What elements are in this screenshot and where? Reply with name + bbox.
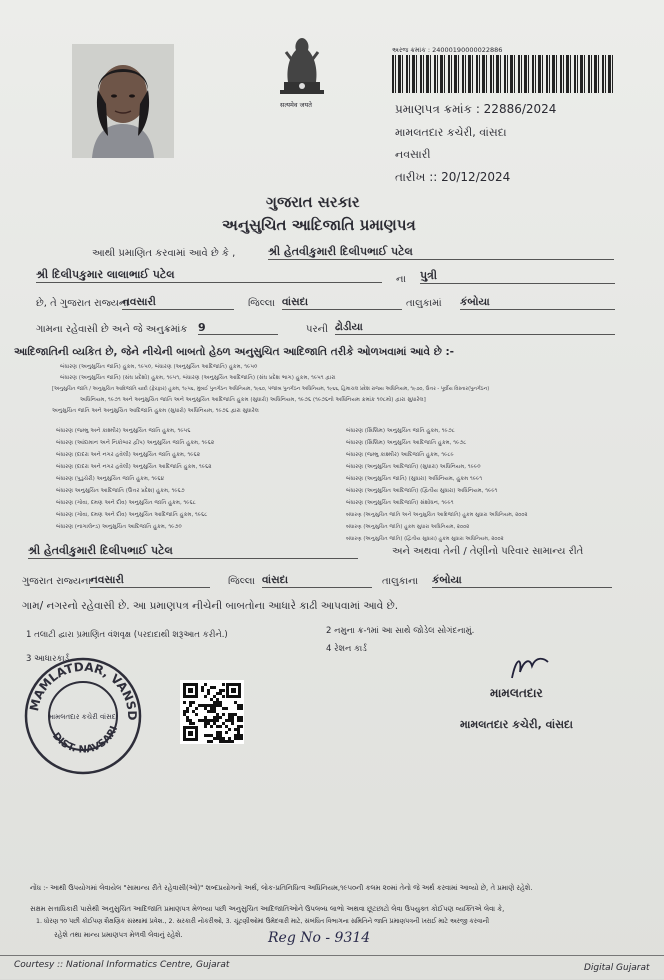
parani-label: પરની [306,324,328,335]
intro-text: આથી પ્રમાણિત કરવામાં આવે છે કે , [92,248,236,259]
supporting-document: 2 નમુના ક્ર-૧માં આ સાથે જોડેલ સોગંદનામું. [326,626,475,636]
order-line: બંધારણ (અનુસુચિત જાતિ) (સંઘ પ્રદેશો) હુકમ, ૧૯૫૧, બંધારણ (અનુસુચિત આદિજાતિ) (સંઘ પ્રદેશ ભાગ) હુકમ, ૧૯૫૧ દ્વારા [60,375,336,381]
usage-line: સક્ષમ સત્તાધિકારી પાસેથી અનુસુચિત આદિજાતિ પ્રમાણપત્ર મેળવ્યા પછી અનુસુચિત આદિજાતિઓને ઉપલબ્ધ લાભો અથવા છૂટછાટો લેવા ઉપયુક્ત કોઈપણ વ્યક્તિએ લેવા કે, [30,905,505,913]
issue-date: તારીખ :: 20/12/2024 [395,170,511,184]
relation: પુત્રી [420,269,615,284]
district-value-2: નવસારી [90,574,210,588]
certificate-title: અનુસુચિત આદિજાતિ પ્રમાણપત્ર [222,216,416,234]
order-line: અધિનિયમ, ૧૯૭૧ અને અનુસુચિત જાતિ અને અનુસુચિત આદિજાતિ હુકમ (સુધારો) અધિનિયમ, ૧૯૭૬ (૧૯૭૬નો અધિનિયમ ક્રમાંક ૧૦૮મો) દ્વારા સુધારેલ] [80,397,426,403]
order-left: બંધારણ (ગોવા, દમણ અને દીવ) અનુસુચિત આદિજાતિ હુકમ, ૧૯૬૮ [56,512,208,518]
seal-bottom: DIST. NAVSARI [49,724,121,756]
taluka-label-2: તાલુકાના [382,576,419,587]
order-right: બંધારણ (અનુસુચિત આદિજાતિ) (દ્વિતીય સુધારા) અધિનિયમ, ૧૯૯૧ [346,488,498,494]
usage-line: 1. ધોરણ ૧૦ પછી કોઈપણ શૈક્ષણિક સંસ્થામાં પ્રવેશ., 2. સરકારી નોકરીઓ, 3. ચૂંટણીઓમાં ઉમેદવારી માટે, સંબંધિત વિભાગના સમિતિને જાતિ પ્રમાણપત્રની ખરાઈ માટે અરજી કરવાની [36,918,490,925]
order-right: બંધારણ (અનુસુચિત જાતિ) (સુધારા) અધિનિયમ, હુકમ ૧૯૯૧ [346,476,483,482]
serial-number: 9 [198,321,278,335]
village-prefix: ગામના રહેવાસી છે અને જે અનુક્રમાંક [36,324,188,335]
certificate-number: પ્રમાણપત્ર ક્રમાંક : 22886/2024 [395,102,557,116]
signatory-title: મામલતદાર [490,686,543,700]
order-right: બંધારણ (સિક્કિમ) અનુસુચિત જાતિ હુકમ, ૧૯૭૮ [346,428,455,434]
father-name: શ્રી દિલીપકુમાર લાલાભાઈ પટેલ [36,268,382,283]
order-line: બંધારણ (અનુસુચિત જાતિ) હુકમ, ૧૯૫૦, બંધારણ (અનુસુચિત આદિજાતિ) હુકમ, ૧૯૫૦ [60,364,258,370]
qr-code [180,680,244,744]
family-suffix: અને અથવા તેની / તેણીનો પરિવાર સામાન્ય રીતે [392,546,584,557]
supporting-document: 1 તલાટી દ્વારા પ્રમાણિત વંશવૃક્ષ (પરદાદાથી શરૂઆત કરીને.) [26,630,228,640]
na-label: ના [396,274,406,285]
village-value: કંબોયા [460,296,615,310]
supporting-document: 3 આધારકાર્ડ [26,654,70,664]
tribe-statement: આદિજાતિની વ્યકિત છે, જેને નીચેની બાબતો હેઠળ અનુસુચિત આદિજાતિ તરીકે ઓળખવામાં આવે છે :- [14,346,455,358]
seal-text: MAMLATDAR, VANSD [27,659,140,721]
svg-text:MAMLATDAR, VANSDA [22,655,139,721]
order-left: બંધારણ (દાદરા અને નગર હવેલી) અનુસુચિત જાતિ હુકમ, ૧૯૬૨ [56,452,201,458]
government-header: ગુજરાત સરકાર [266,193,360,211]
order-left: બંધારણ (પુડુચેરી) અનુસુચિત જાતિ હુકમ, ૧૯૬૪ [56,476,165,482]
order-left: બંધારણ (આંદામાન અને નિકોબાર દ્વીપ) અનુસુચિત જાતિ હુકમ, ૧૯૬૨ [56,440,215,446]
supporting-document: 4 રેશન કાર્ડ [326,644,367,654]
taluka-value-2: વાંસદા [262,574,372,588]
order-right: બંધારણ (અનુસુચિત આદિજાતિ) સંશોધન, ૧૯૯૧ [346,500,454,506]
order-right: બંધારણ (અનુસુચિત જાતિ) હુકમ સુધારા અધિનિયમ, ૨૦૦૨ [346,524,470,530]
jilla-label: જિલ્લા [248,298,275,309]
footer-brand: Digital Gujarat [584,963,650,973]
order-line: અનુસુચિત જાતિ અને અનુસુચિત આદિજાતિ હુકમ (સુધારો) અધિનિયમ, ૧૯૭૬ દ્વારા સુધારેલ [52,408,259,414]
state-prefix: છે, તે ગુજરાત રાજ્યના [36,298,129,309]
svg-text:DIST. NAVSARI [50,725,120,756]
village-value-2: કંબોયા [432,574,612,588]
barcode [392,55,614,93]
taluka-label: તાલુકામાં [406,298,442,309]
applicant-name: શ્રી હેતવીકુમારી દિલીપભાઈ પટેલ [268,245,614,260]
signature [508,652,552,686]
order-left: બંધારણ અનુસુચિત આદિજાતિ (ઉત્તર પ્રદેશ) હુકમ, ૧૯૬૭ [56,488,185,494]
footer-credit: Courtesy :: National Informatics Centre, Gujarat [14,960,230,970]
official-seal [22,655,144,777]
family-name: શ્રી હેતવીકુમારી દિલીપભાઈ પટેલ [28,544,358,559]
order-left: બંધારણ (દાદરા અને નગર હવેલી) અનુસુચિત આદિજાતિ હુકમ, ૧૯૬૨ [56,464,212,470]
order-right: બંધારણ (અનુસુચિત જાતિ) (દ્વિતીય સુધારા) હુકમ સુધારા અધિનિયમ, ૨૦૦૨ [346,536,504,542]
signatory-office: મામલતદાર કચેરી, વાંસદા [460,718,573,731]
order-right: બંધારણ (અનુસુચિત જાતિ અને અનુસુચિત આદિજાતિ) હુકમ સુધારા અધિનિયમ, ૨૦૦૨ [346,512,528,518]
application-number: અરજ ક્રમાંક : 24000190000022886 [392,46,503,54]
order-line: [અનુસુચિત જાતિ / અનુસુચિત આદિજાતિ યાદી (ફેરફાર) હુકમ, ૧૯૫૬, મુંબઈ પુનર્ગઠન અધિનિયમ, ૧૯૬૦, પંજાબ પુનર્ગઠન અધિનિયમ, ૧૯૬૬, હિમાચલ પ્રદેશ રાજ્ય અધિનિયમ, ૧૯૭૦, ઉત્તર - પૂર્વીય વિસ્તાર(પુનર્ગઠન) [52,386,490,392]
district-name: નવસારી [395,148,431,161]
jilla-label-2: જિલ્લા [228,576,255,587]
office-name: મામલતદાર કચેરી, વાંસદા [395,126,507,139]
order-right: બંધારણ (અનુસુચિત આદિજાતિ) (સુધારા) અધિનિયમ, ૧૯૯૦ [346,464,481,470]
order-right: બંધારણ (જમ્મુ કાશ્મીર) આદિજાતિ હુકમ, ૧૯૮૯ [346,452,454,458]
order-left: બંધારણ (ગોવા, દમણ અને દીવ) અનુસુચિત જાતિ હુકમ, ૧૯૬૮ [56,500,196,506]
note-text: નોંધ :- આથી ઉપયોગમાં લેવાયેલ "સામાન્ય રીતે રહેવાસી(ઓ)" શબ્દપ્રયોગનો અર્થ, લોક-પ્રતિનિધિત્વ અધિનિયમ,૧૯૫૦ની કલમ ૨૦માં તેનો જે અર્થ કરવામાં આવ્યો છે, તે પ્રમાણે રહેશે. [30,884,533,892]
handwritten-reg-number: Reg No - 9314 [268,930,371,946]
applicant-photo [72,44,174,158]
emblem-motto: सत्यमेव जयते [280,101,312,109]
order-left: બંધારણ (નાગાલેન્ડ) અનુસુચિત આદિજાતિ હુકમ, ૧૯૭૦ [56,524,182,530]
residence-statement: ગામ/ નગરનો રહેવાસી છે. આ પ્રમાણપત્ર નીચેની બાબતોના આધારે કાઢી આપવામાં આવે છે. [22,600,399,612]
state-prefix-2: ગુજરાત રાજ્યના [22,576,91,587]
national-emblem-icon [270,30,334,108]
taluka-value: વાંસદા [282,296,402,310]
order-left: બંધારણ (જમ્મુ અને કાશ્મીર) અનુસુચિત જાતિ હુકમ, ૧૯૫૬ [56,428,191,434]
usage-line: રહેશે તથા માન્ય પ્રમાણપત્ર મેળવી લેવાનું રહેશે. [54,931,183,939]
district-value: નવસારી [122,296,234,310]
seal-center: મામલતદાર કચેરી વાંસદા [48,713,118,721]
order-right: બંધારણ (સિક્કિમ) અનુસુચિત આદિજાતિ હુકમ, ૧૯૭૮ [346,440,467,446]
tribe-name: ઢોડીયા [335,321,615,335]
